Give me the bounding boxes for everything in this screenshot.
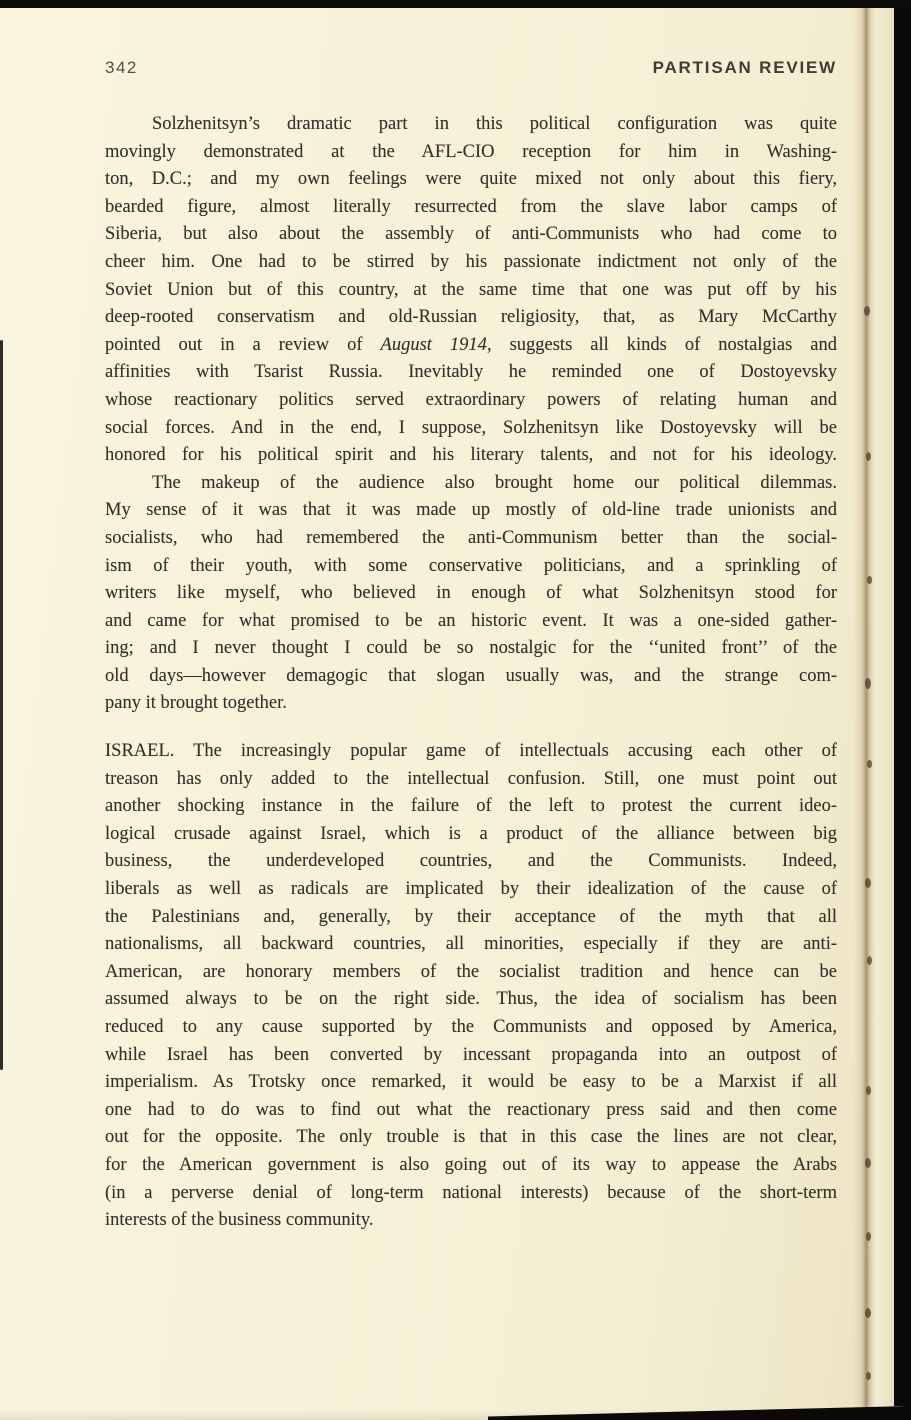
- text-line: for the American government is also going out of its way to appease the Arabs: [105, 1154, 837, 1175]
- text-line: Solzhenitsyn’s dramatic part in this political configuration was quite: [152, 114, 837, 134]
- page-edge-mark: [865, 1308, 871, 1318]
- text-line: whose reactionary politics served extraordinary powers of relating human and: [105, 389, 837, 410]
- text-line: Soviet Union but of this country, at the same time that one was put off by his: [105, 279, 837, 300]
- text-line: ISRAEL. The increasingly popular game of intellectuals accusing each other of: [105, 741, 837, 762]
- text-line: writers like myself, who believed in enough of what Solzhenitsyn stood for: [105, 583, 837, 604]
- journal-title: PARTISAN REVIEW: [652, 58, 837, 77]
- running-header: [105, 58, 837, 78]
- text-line: liberals as well as radicals are implicated by their idealization of the cause of: [105, 879, 837, 900]
- scan-border-right: [894, 0, 911, 1406]
- text-line: business, the underdeveloped countries, and the Communists. Indeed,: [105, 851, 837, 872]
- page-edge-mark: [866, 1086, 871, 1095]
- text-line: The makeup of the audience also brought home our political dilemmas.: [152, 472, 837, 493]
- text-line: (in a perverse denial of long-term national interests) because of the short-term: [105, 1182, 837, 1203]
- text-line: one had to do was to find out what the reactionary press said and then come: [105, 1099, 837, 1120]
- page-number: 342: [105, 58, 138, 77]
- text-line: assumed always to be on the right side. Thus, the idea of socialism has been: [105, 989, 837, 1010]
- text-line: pointed out in a review of August 1914, suggests all kinds of nostalgias and: [105, 334, 837, 355]
- page-edge-mark: [865, 1158, 871, 1168]
- text-line: treason has only added to the intellectual confusion. Still, one must point out: [105, 768, 837, 789]
- text-line: ton, D.C.; and my own feelings were quite mixed not only about this fiery,: [105, 169, 837, 190]
- text-line: socialists, who had remembered the anti-Communism better than the social-: [105, 527, 837, 548]
- book-fore-edge: [854, 8, 894, 1420]
- text-line: Siberia, but also about the assembly of anti-Communists who had come to: [105, 224, 837, 245]
- scan-border-top: [0, 0, 911, 8]
- text-line: My sense of it was that it was made up mostly of old-line trade unionists and: [105, 500, 837, 521]
- text-line: social forces. And in the end, I suppose, Solzhenitsyn like Dostoyevsky will be: [105, 417, 837, 438]
- text-line: pany it brought together.: [105, 693, 287, 714]
- text-line: the Palestinians and, generally, by their acceptance of the myth that all: [105, 906, 837, 927]
- paragraph-solzhenitsyn-1: [105, 111, 837, 470]
- text-line: ing; and I never thought I could be so nostalgic for the ‘‘united front’’ of the: [105, 638, 837, 659]
- page-edge-mark: [865, 878, 871, 888]
- page-edge-mark: [867, 760, 872, 768]
- page-edge-mark: [867, 576, 872, 584]
- paragraph-solzhenitsyn-2: [105, 470, 837, 718]
- text-line: and came for what promised to be an historic event. It was a one-sided gather-: [105, 610, 837, 631]
- text-line: American, are honorary members of the socialist tradition and hence can be: [105, 961, 837, 982]
- text-line: logical crusade against Israel, which is a product of the alliance between big: [105, 823, 837, 844]
- page-edge-mark: [866, 452, 871, 461]
- text-line: deep-rooted conservatism and old-Russian religiosity, that, as Mary McCarthy: [105, 307, 837, 328]
- page-edge-mark: [866, 1372, 871, 1380]
- text-line: interests of the business community.: [105, 1210, 374, 1231]
- text-line: imperialism. As Trotsky once remarked, it would be easy to be a Marxist if all: [105, 1072, 837, 1093]
- page-edge-mark: [865, 678, 871, 689]
- text-line: nationalisms, all backward countries, all minorities, especially if they are anti-: [105, 934, 837, 955]
- page-edge-mark: [864, 306, 870, 316]
- text-line: old days—however demagogic that slogan usually was, and the strange com-: [105, 665, 837, 686]
- scan-border-left: [0, 340, 3, 1070]
- paragraph-israel: [105, 738, 837, 1235]
- page-edge-mark: [866, 1232, 871, 1241]
- text-line: honored for his political spirit and his literary talents, and not for his ideology.: [105, 445, 837, 466]
- text-line: bearded figure, almost literally resurrected from the slave labor camps of: [105, 196, 837, 217]
- page-edge-mark: [867, 956, 872, 965]
- text-line: another shocking instance in the failure of the left to protest the current ideo-: [105, 796, 837, 817]
- text-line: affinities with Tsarist Russia. Inevitably he reminded one of Dostoyevsky: [105, 362, 837, 383]
- text-line: movingly demonstrated at the AFL-CIO reception for him in Washing-: [105, 141, 837, 162]
- text-line: out for the opposite. The only trouble is that in this case the lines are not clear,: [105, 1127, 837, 1148]
- text-line: cheer him. One had to be stirred by his passionate indictment not only of the: [105, 251, 837, 272]
- page-content: [105, 58, 837, 1235]
- text-line: reduced to any cause supported by the Communists and opposed by America,: [105, 1017, 837, 1037]
- text-line: while Israel has been converted by incessant propaganda into an outpost of: [105, 1044, 837, 1065]
- text-line: ism of their youth, with some conservative politicians, and a sprinkling of: [105, 555, 837, 576]
